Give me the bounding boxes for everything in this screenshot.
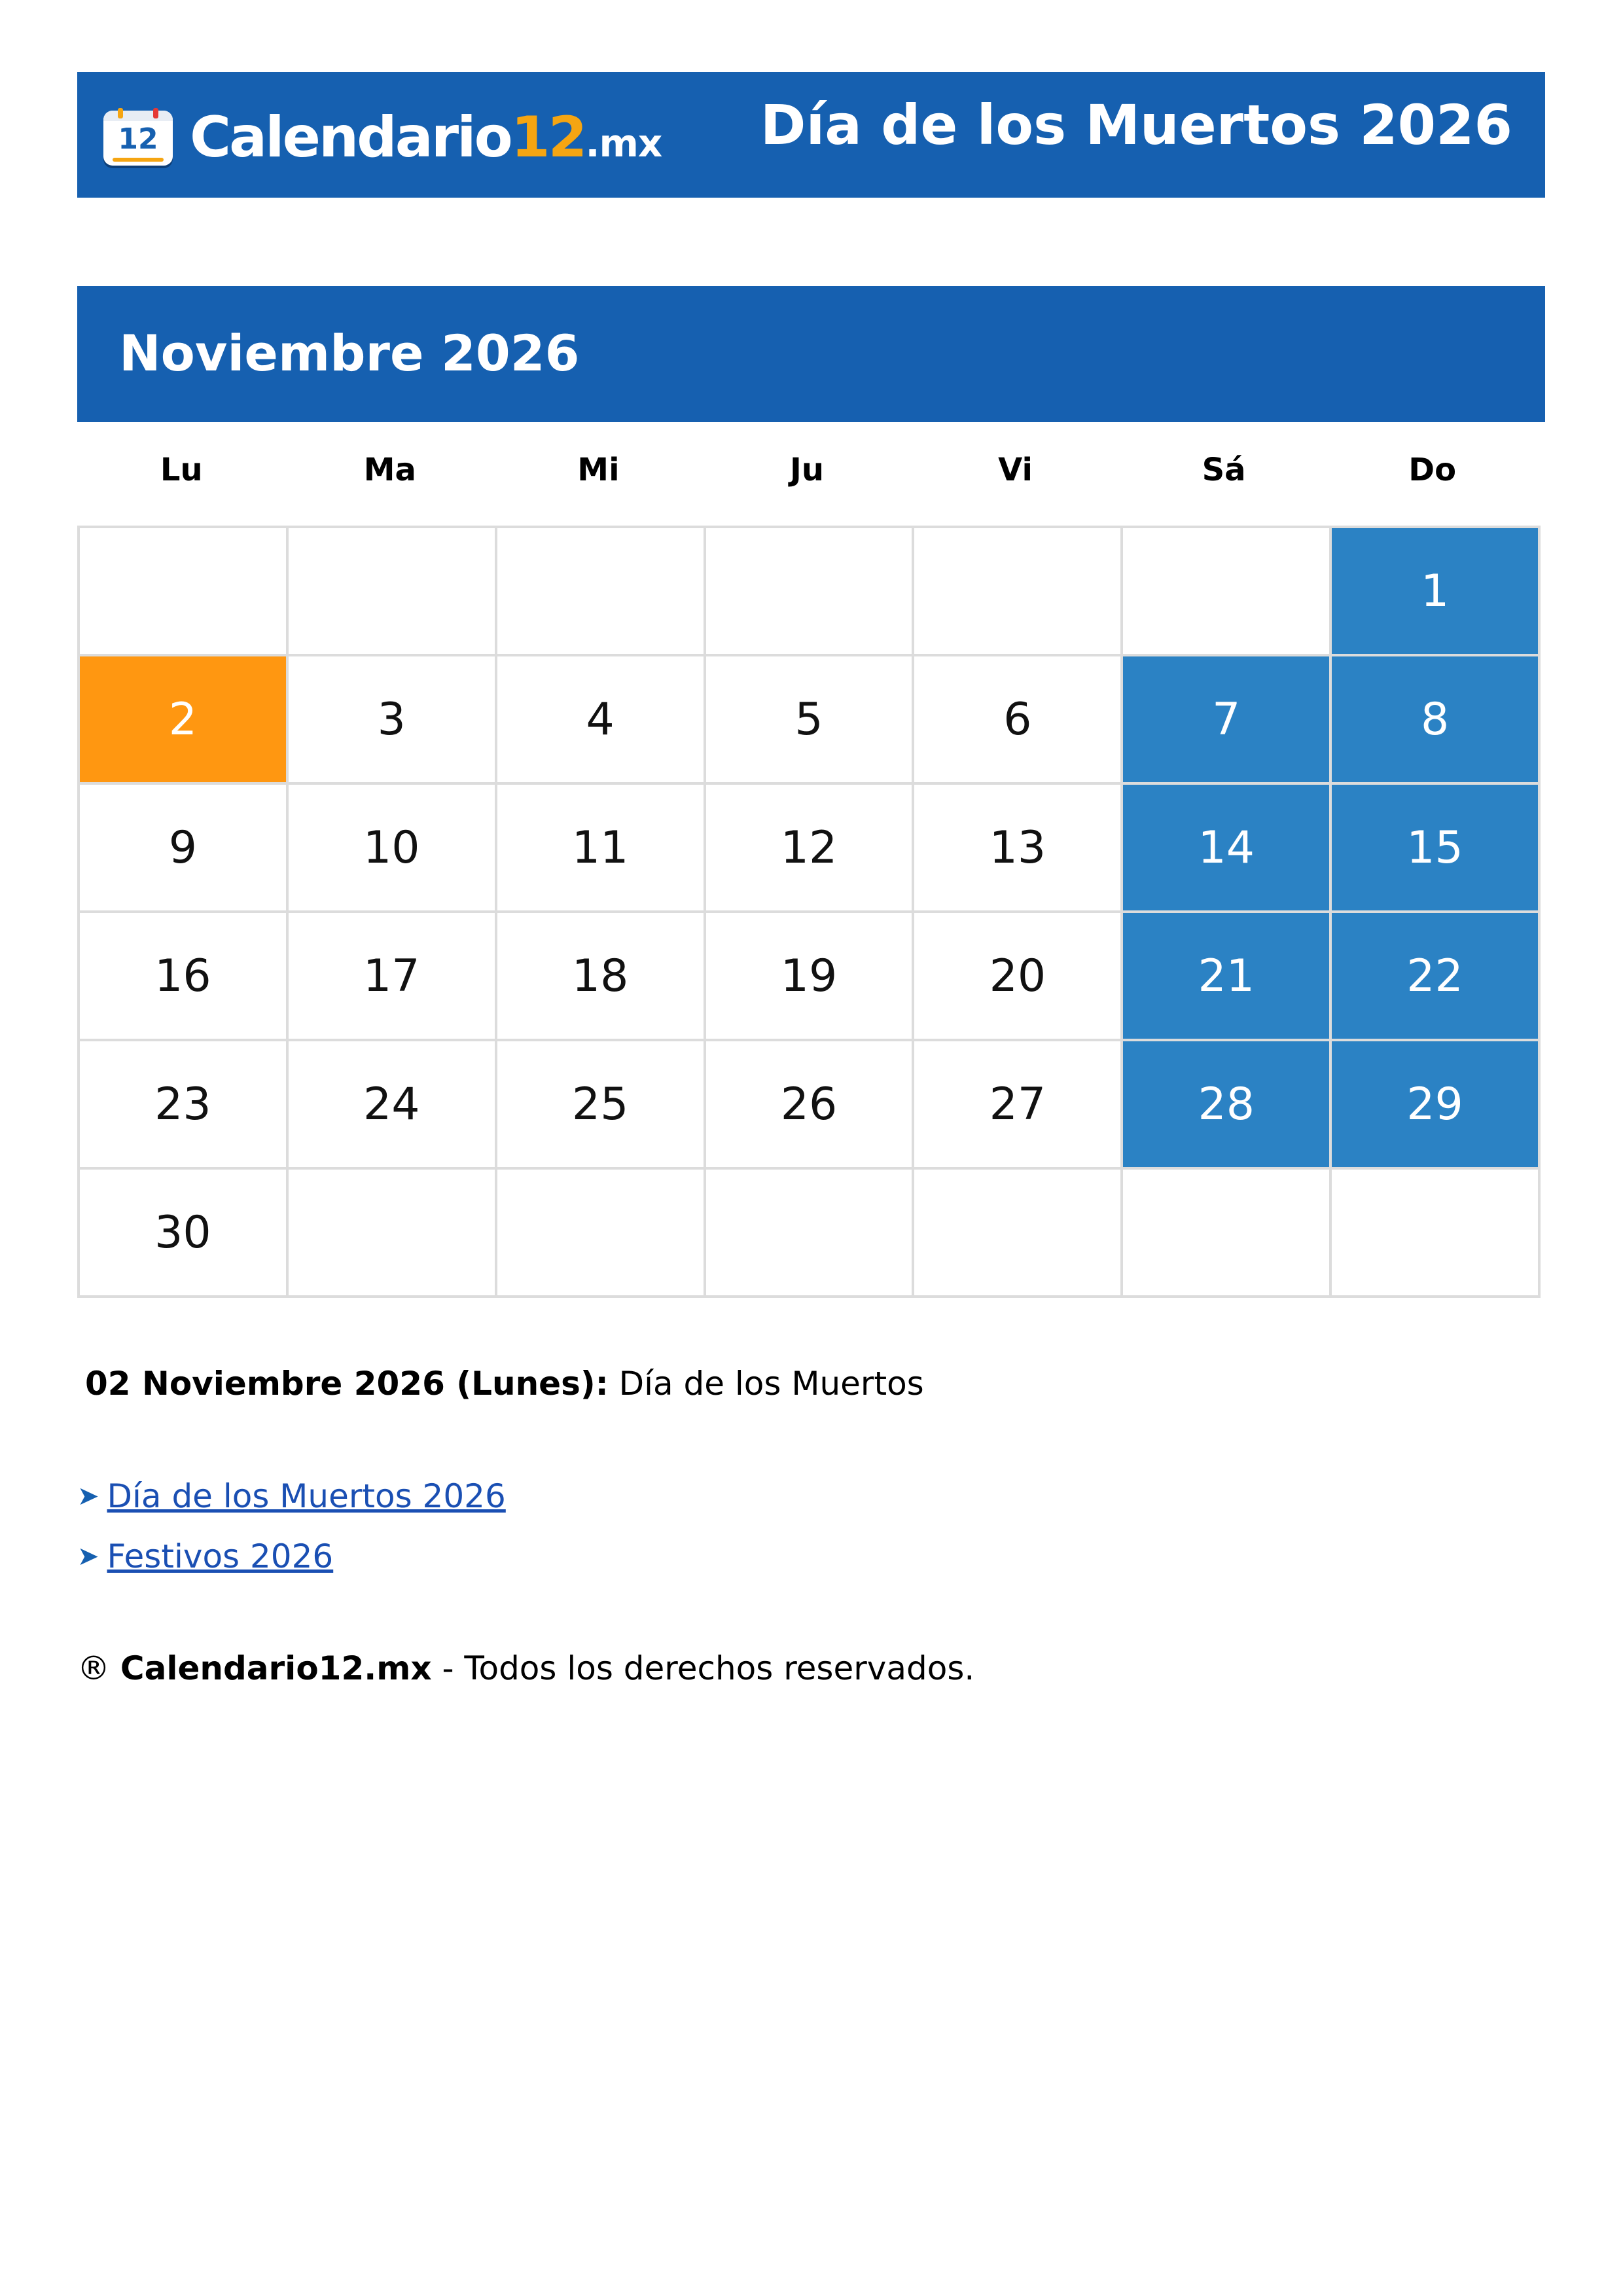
day-cell: 19 — [706, 913, 915, 1041]
logo-icon-number: 12 — [118, 122, 158, 156]
weekend-day-cell: 28 — [1123, 1041, 1332, 1170]
weekday-label: Ma — [363, 452, 416, 488]
day-cell: 26 — [706, 1041, 915, 1170]
footer — [77, 1649, 974, 1687]
day-cell: 5 — [706, 656, 915, 785]
logo-wordmark — [190, 105, 662, 170]
weekday-label: Mi — [577, 452, 620, 488]
empty-day-cell — [914, 528, 1123, 656]
link-festivos[interactable]: Festivos 2026 — [107, 1537, 334, 1575]
empty-day-cell — [289, 528, 497, 656]
weekend-day-cell: 1 — [1332, 528, 1541, 656]
holiday-day-cell: 2 — [80, 656, 289, 785]
weekend-day-cell: 8 — [1332, 656, 1541, 785]
weekday-label: Vi — [998, 452, 1033, 488]
link-item — [77, 1526, 506, 1587]
weekend-day-cell: 7 — [1123, 656, 1332, 785]
day-cell: 23 — [80, 1041, 289, 1170]
weekend-day-cell: 22 — [1332, 913, 1541, 1041]
weekday-label: Ju — [789, 452, 824, 488]
empty-day-cell — [1123, 1170, 1332, 1298]
logo-tld: .mx — [585, 121, 662, 166]
day-cell: 24 — [289, 1041, 497, 1170]
day-cell: 4 — [497, 656, 706, 785]
empty-day-cell — [497, 1170, 706, 1298]
month-title: Noviembre 2026 — [119, 324, 580, 382]
logo-name: Calendario — [190, 105, 511, 170]
empty-day-cell — [914, 1170, 1123, 1298]
weekend-day-cell: 14 — [1123, 785, 1332, 913]
weekend-day-cell: 21 — [1123, 913, 1332, 1041]
weekday-label: Do — [1408, 452, 1457, 488]
arrow-right-icon: ➤ — [77, 1541, 99, 1571]
day-cell: 18 — [497, 913, 706, 1041]
empty-day-cell — [497, 528, 706, 656]
empty-day-cell — [1332, 1170, 1541, 1298]
day-cell: 3 — [289, 656, 497, 785]
header-bar — [77, 72, 1545, 198]
day-cell: 12 — [706, 785, 915, 913]
weekend-day-cell: 29 — [1332, 1041, 1541, 1170]
arrow-right-icon: ➤ — [77, 1481, 99, 1511]
logo-digits: 12 — [510, 105, 586, 170]
day-cell: 30 — [80, 1170, 289, 1298]
empty-day-cell — [706, 1170, 915, 1298]
weekday-header-row — [77, 452, 1537, 488]
weekday-label: Sá — [1202, 452, 1246, 488]
day-cell: 13 — [914, 785, 1123, 913]
empty-day-cell — [80, 528, 289, 656]
link-dia-de-los-muertos[interactable]: Día de los Muertos 2026 — [107, 1477, 506, 1515]
footer-text: - Todos los derechos reservados. — [442, 1649, 975, 1687]
related-links — [77, 1466, 506, 1587]
weekday-label: Lu — [160, 452, 203, 488]
calendar-icon — [103, 108, 173, 167]
day-cell: 27 — [914, 1041, 1123, 1170]
page-title: Día de los Muertos 2026 — [760, 93, 1512, 157]
footer-brand: Calendario12.mx — [120, 1649, 432, 1687]
site-logo[interactable] — [103, 106, 662, 169]
day-cell: 20 — [914, 913, 1123, 1041]
month-header — [77, 286, 1545, 422]
empty-day-cell — [706, 528, 915, 656]
weekend-day-cell: 15 — [1332, 785, 1541, 913]
day-cell: 10 — [289, 785, 497, 913]
day-cell: 16 — [80, 913, 289, 1041]
day-cell: 11 — [497, 785, 706, 913]
calendar-grid — [77, 526, 1541, 1298]
day-cell: 17 — [289, 913, 497, 1041]
link-item — [77, 1466, 506, 1526]
day-cell: 25 — [497, 1041, 706, 1170]
day-cell: 9 — [80, 785, 289, 913]
empty-day-cell — [289, 1170, 497, 1298]
holiday-name: Día de los Muertos — [618, 1365, 924, 1403]
day-cell: 6 — [914, 656, 1123, 785]
holiday-note — [85, 1365, 924, 1403]
registered-symbol: ® — [77, 1649, 110, 1687]
empty-day-cell — [1123, 528, 1332, 656]
holiday-date-label: 02 Noviembre 2026 (Lunes): — [85, 1365, 609, 1403]
